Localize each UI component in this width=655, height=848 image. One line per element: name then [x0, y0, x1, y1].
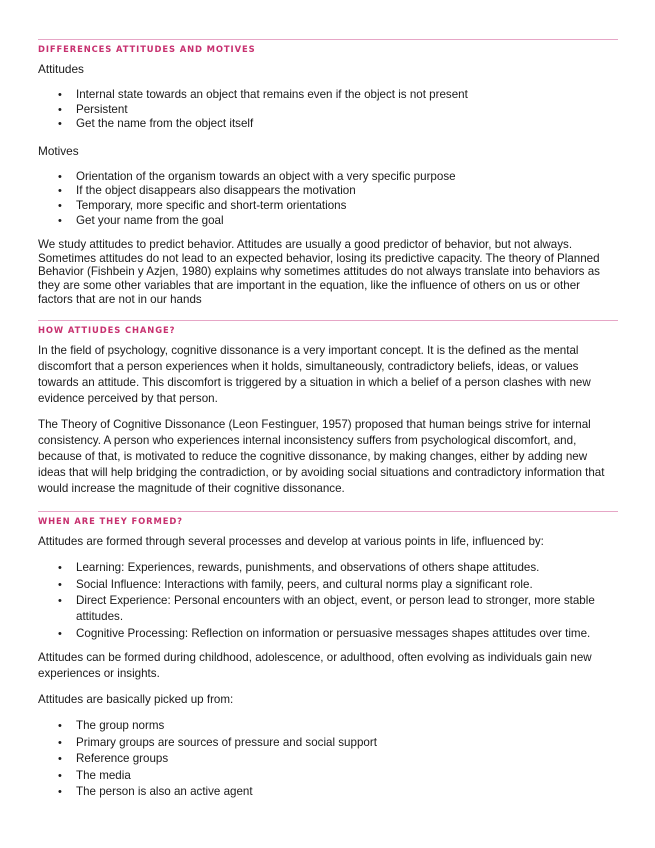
list-item: • If the object disappears also disappears the motivation [76, 184, 618, 199]
paragraph: We study attitudes to predict behavior. Attitudes are usually a good predictor of behavior, but not always. Sometimes attitudes do not lead to an expected behavior, losing its predictive capacity. The theory of Planned Behavior (Fishbein y Azjen, 1980) explains why sometimes attitudes do not always translate into behaviors as they are some other variables that are important in the equation, like the influence of others on us or other factors that are not in our hands [38, 238, 600, 306]
list-item: • Get the name from the object itself [76, 117, 618, 132]
list-item: • The media [76, 768, 618, 784]
list-item: • Orientation of the organism towards an object with a very specific purpose [76, 170, 618, 185]
paragraph: Attitudes are basically picked up from: [38, 692, 234, 706]
list-item: • Direct Experience: Personal encounters with an object, event, or person lead to stronger, more stable attitudes. [76, 593, 618, 625]
paragraph: Attitudes can be formed during childhood, adolescence, or adulthood, often evolving as individuals gain new experiences or insights. [38, 650, 592, 680]
motives-label: Motives [38, 143, 79, 158]
list-item: • The group norms [76, 718, 618, 734]
list-item: • Reference groups [76, 751, 618, 767]
list-item: • Social Influence: Interactions with family, peers, and cultural norms play a significant role. [76, 577, 618, 593]
section-heading: HOW ATTIUDES CHANGE? [38, 325, 176, 336]
paragraph: The Theory of Cognitive Dissonance (Leon Festinguer, 1957) proposed that human beings strive for internal consistency. A person who experiences internal inconsistency suffers from psychological discomfort, and, because of that, is motivated to reduce the cognitive dissonance, by making changes, either by adding new ideas that will help bridging the contradiction, or by avoiding social situations and contradictory information that would increase the magnitude of their cognitive dissonance. [38, 418, 605, 496]
attitudes-list [38, 88, 618, 132]
section-heading: DIFFERENCES ATTITUDES AND MOTIVES [38, 44, 256, 54]
list-item: • Get your name from the goal [76, 214, 618, 229]
section-differences [38, 39, 618, 306]
list-item: • Cognitive Processing: Reflection on information or persuasive messages shapes attitudes over time. [76, 626, 618, 642]
section-when-formed [38, 511, 618, 800]
list-item: • The person is also an active agent [76, 784, 618, 800]
motives-list [38, 170, 618, 228]
list-item: • Internal state towards an object that remains even if the object is not present [76, 88, 618, 103]
section-heading: WHEN ARE THEY FORMED? [38, 516, 183, 527]
list-item: • Learning: Experiences, rewards, punishments, and observations of others shape attitudes. [76, 560, 618, 576]
list-item: • Primary groups are sources of pressure and social support [76, 735, 618, 751]
list-item: • Temporary, more specific and short-term orientations [76, 199, 618, 214]
section-how-attitudes-change [38, 320, 618, 497]
process-list [38, 560, 618, 642]
document-page [38, 0, 618, 808]
sources-list [38, 718, 618, 800]
paragraph: In the field of psychology, cognitive dissonance is a very important concept. It is the defined as the mental discomfort that a person experiences when it holds, simultaneously, contradictory beliefs, ideas, or values towards an attitude. This discomfort is triggered by a situation in which a belief of a person clashes with new evidence perceived by that person. [38, 344, 591, 406]
paragraph: Attitudes are formed through several processes and develop at various points in life, influenced by: [38, 535, 544, 549]
list-item: • Persistent [76, 103, 618, 118]
attitudes-label: Attitudes [38, 62, 84, 76]
